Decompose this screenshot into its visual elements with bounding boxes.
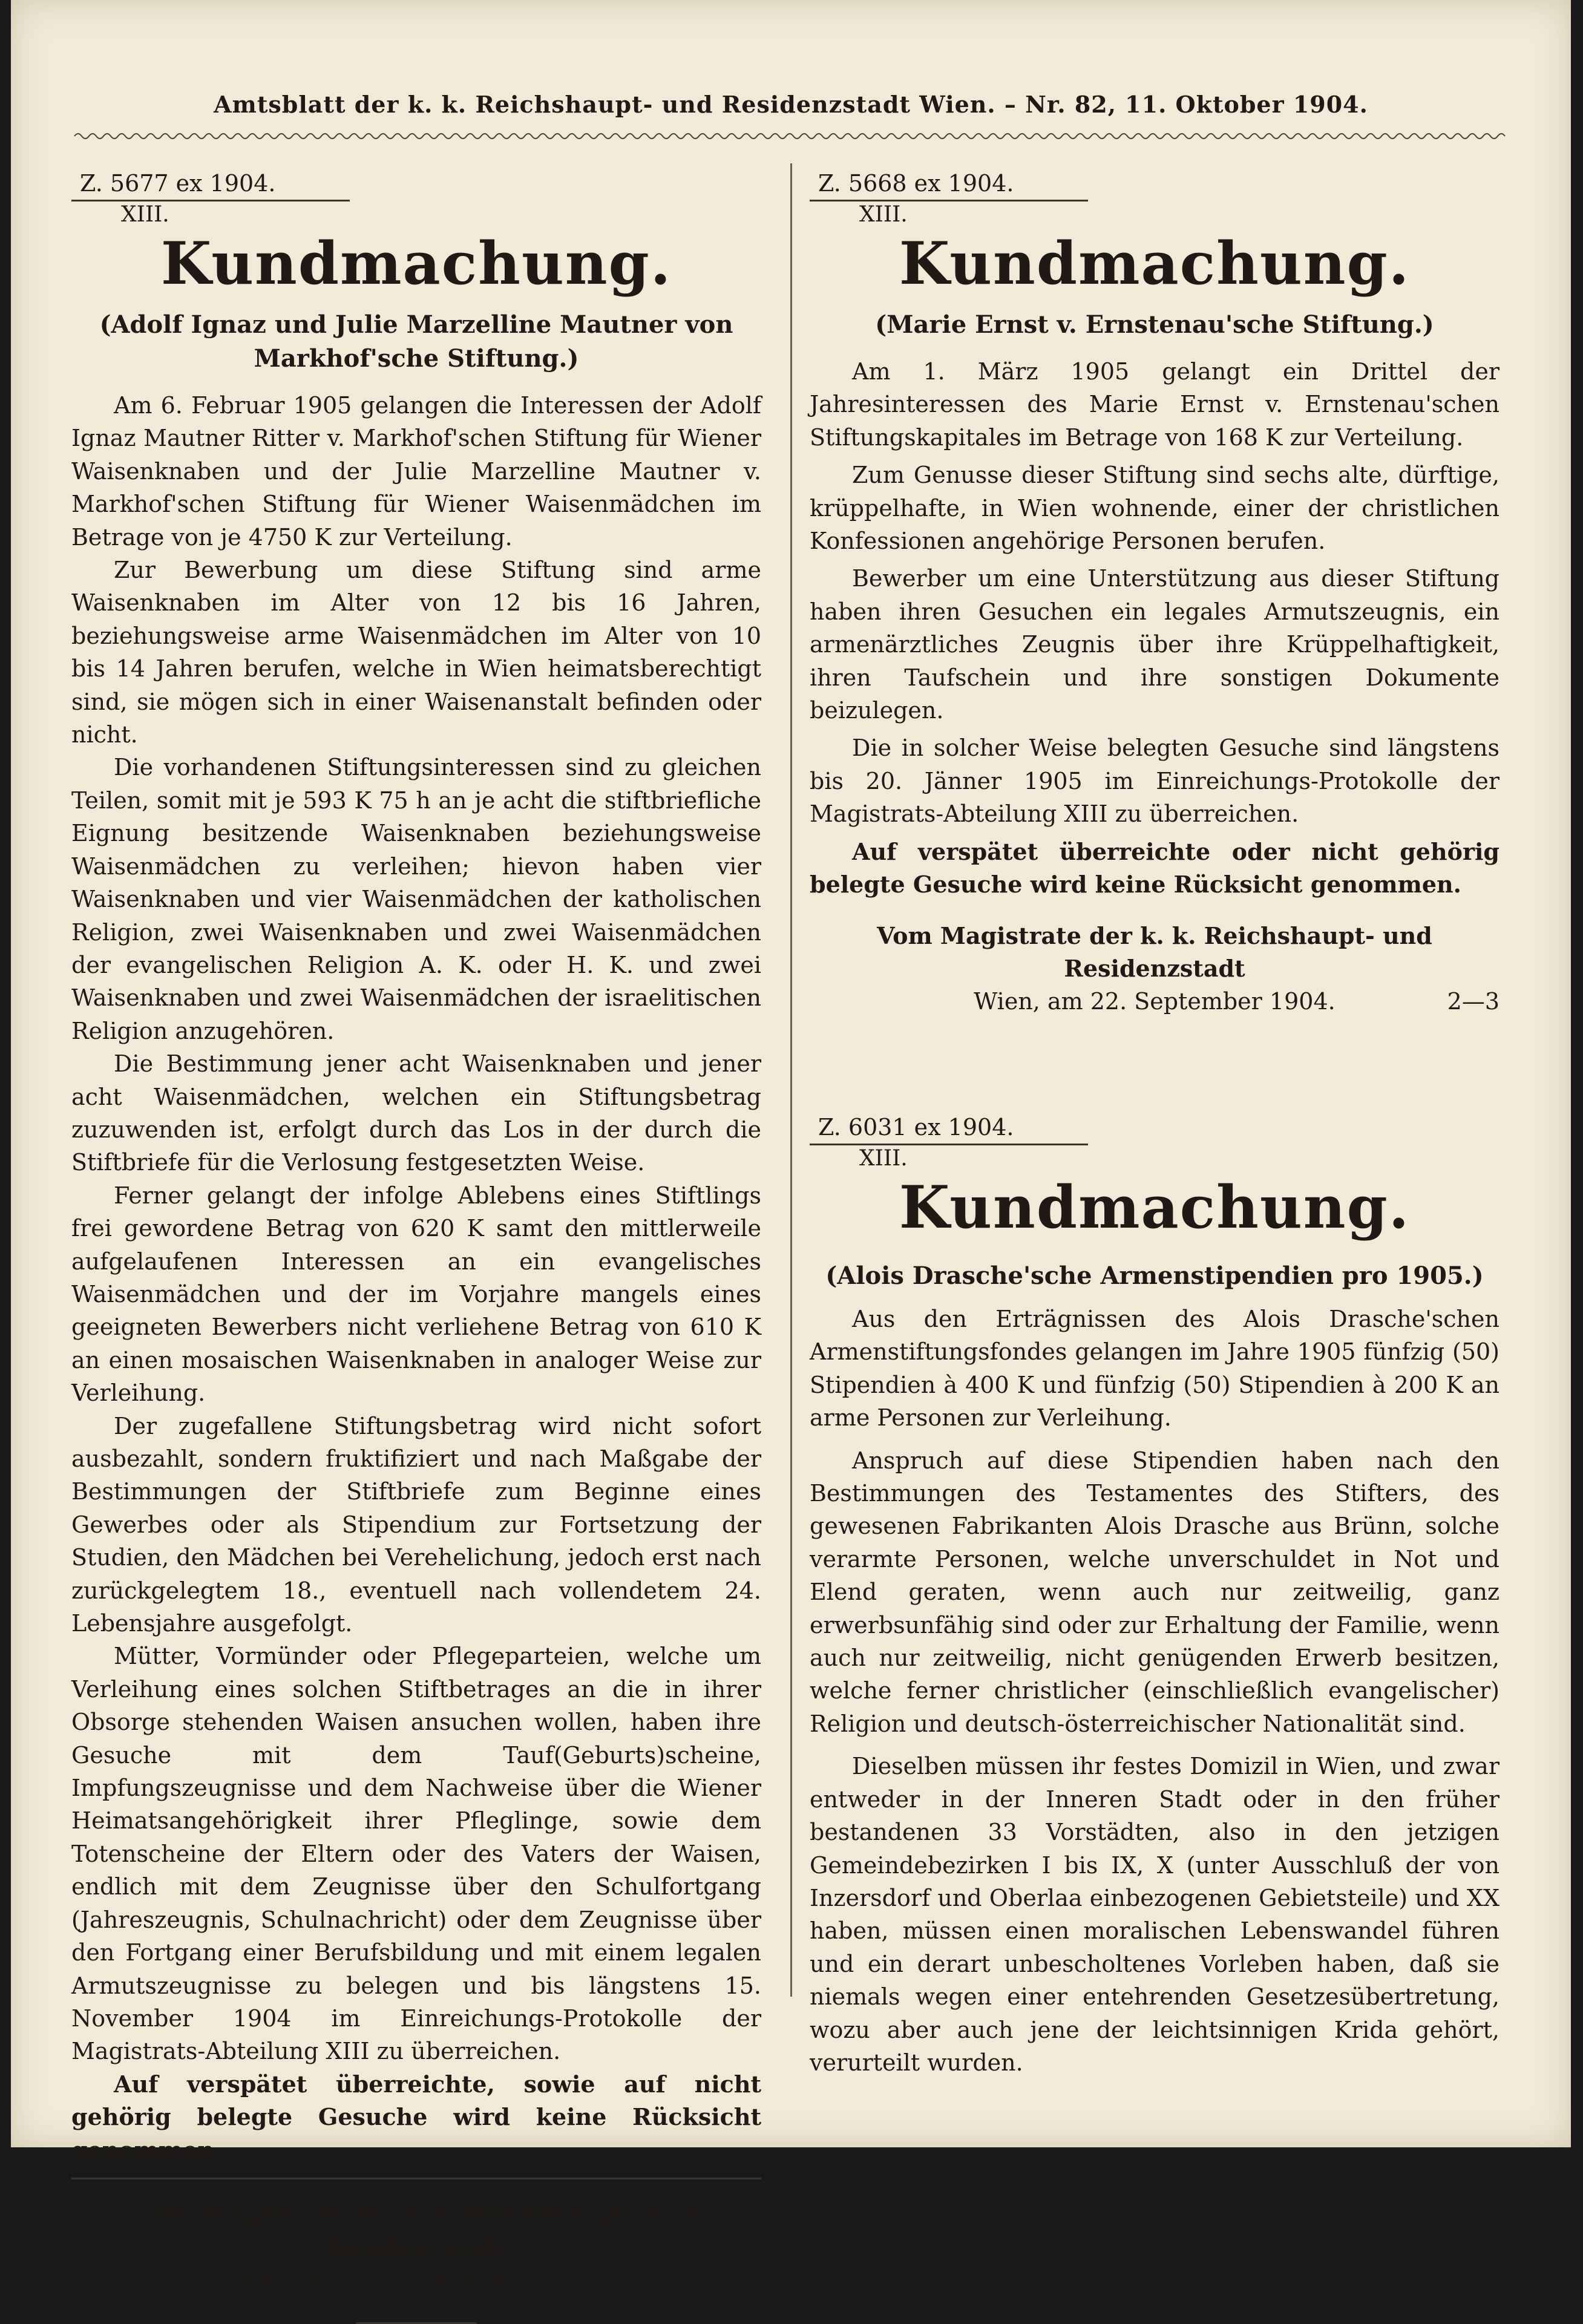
paragraph: Ferner gelangt der infolge Ablebens eines Stiftlings frei gewordene Betrag von 620 K samt den mittlerweile aufgelaufenen Interessen an ein evangelisches Waisenmädchen und der im Vorjahre mangels eines geeigneten Bewerbers nicht verliehene Betrag von 610 K an einen mosaischen Waisenknaben in analoger Weise zur Verleihung. <box>71 1182 761 1407</box>
notice-subtitle: (Alois Drasche'sche Armenstipendien pro 1905.) <box>825 1262 1484 1290</box>
notice-body <box>810 1303 1499 2079</box>
place-date-text: Wien, am 20. September 1904. <box>235 2265 597 2293</box>
notice-reference: Z. 6031 ex 1904. <box>818 1114 1014 1141</box>
paragraph: Die in solcher Weise belegten Gesuche sind längstens bis 20. Jänner 1905 im Einreichungs-Protokolle der Magistrats-Abteilung XIII zu überreichen. <box>810 735 1499 828</box>
paragraph: Am 1. März 1905 gelangt ein Drittel der Jahresinteressen des Marie Ernst v. Ernstenau'schen Stiftungskapitales im Betrage von 168 K zur Verteilung. <box>810 358 1499 451</box>
notice-body <box>71 389 761 2167</box>
paragraph: Die vorhandenen Stiftungsinteressen sind zu gleichen Teilen, somit mit je 593 K 75 h an je acht die stiftbriefliche Eignung besitzende Waisenknaben beziehungsweise Waisenmädchen zu verleihen; hievon haben vier Waisenknaben und vier Waisenmädchen der katholischen Religion, zwei Waisenknaben und zwei Waisenmädchen der evangelischen Religion A. K. oder H. K. und zwei Waisenknaben und zwei Waisenmädchen der israelitischen Religion anzugehören. <box>71 754 761 1044</box>
paragraph: Anspruch auf diese Stipendien haben nach den Bestimmungen des Testamentes des Stifters, des gewesenen Fabrikanten Alois Drasche aus Brünn, solche verarmte Personen, welche unverschuldet in Not und Elend geraten, wenn auch nur zeitweilig, ganz erwerbsunfähig sind oder zur Erhaltung der Familie, wenn auch nur zeitweilig, nicht genügenden Erwerb besitzen, welche ferner christlicher (einschließlich evangelischer) Religion und deutsch-österreichischer Nationalität sind. <box>810 1447 1499 1737</box>
paragraph: Der zugefallene Stiftungsbetrag wird nicht sofort ausbezahlt, sondern fruktifiziert und nach Maßgabe der Bestimmungen der Stiftbriefe zum Beginne eines Gewerbes oder als Stipendium zur Fortsetzung der Studien, den Mädchen bei Verehelichung, jedoch erst nach zurückgelegtem 18., eventuell nach vollendetem 24. Lebensjahre ausgefolgt. <box>71 1412 761 1637</box>
signoff-place-date <box>810 985 1499 1018</box>
signoff-authority: Vom Magistrate der k. k. Reichshaupt- und Residenzstadt <box>877 921 1432 982</box>
paragraph-warning: Auf verspätet überreichte, sowie auf nicht gehörig belegte Gesuche wird keine Rücksicht genommen. <box>71 2070 761 2164</box>
paragraph: Aus den Erträgnissen des Alois Drasche'schen Armenstiftungsfondes gelangen im Jahre 1905 fünfzig (50) Stipendien à 400 K und fünfzig (50) Stipendien à 200 K an arme Personen zur Verleihung. <box>810 1306 1499 1432</box>
notice-title: Kundmachung. <box>160 229 672 298</box>
notice-title: Kundmachung. <box>899 229 1411 298</box>
paragraph: Die Bestimmung jener acht Waisenknaben und jener acht Waisenmädchen, welchen ein Stiftungsbetrag zuzuwenden ist, erfolgt durch das Los in der durch die Stiftbriefe für die Verlosung festgesetzten Weise. <box>71 1050 761 1176</box>
notice-mautner-markhof <box>71 169 761 2324</box>
notice-subtitle: (Marie Ernst v. Ernstenau'sche Stiftung.) <box>875 310 1434 339</box>
notice-drasche <box>810 1113 1499 2079</box>
paragraph: Am 6. Februar 1905 gelangen die Interessen der Adolf Ignaz Mautner Ritter v. Markhof'schen Stiftung für Wiener Waisenknaben und der Julie Marzelline Mautner v. Markhof'schen Stiftung für Wiener Waisenmädchen im Betrage von je 4750 K zur Verteilung. <box>71 392 761 551</box>
notice-body <box>810 355 1499 902</box>
paragraph: Zum Genusse dieser Stiftung sind sechs alte, dürftige, krüppelhafte, in Wien wohnende, einer der christlichen Konfessionen angehörige Personen berufen. <box>810 462 1499 555</box>
document-page <box>11 0 1571 2293</box>
paragraph-warning: Auf verspätet überreichte oder nicht gehörig belegte Gesuche wird keine Rücksicht genommen. <box>810 837 1499 899</box>
paragraph: Mütter, Vormünder oder Pflegeparteien, welche um Verleihung eines solchen Stiftbetrages an die in ihrer Obsorge stehenden Waisen ansuchen wollen, haben ihre Gesuche mit dem Tauf(Geburts)scheine, Impfungszeugnisse und dem Nachweise über die Wiener Heimatsangehörigkeit ihrer Pfleglinge, sowie dem Totenscheine der Eltern oder des Vaters der Waisen, endlich mit dem Zeugnisse über den Schulfortgang (Jahreszeugnis, Schulnachricht) oder dem Zeugnisse über den Fortgang einer Berufsbildung und mit einem legalen Armutszeugnisse zu belegen und bis längstens 15. November 1904 im Einreichungs-Protokolle der Magistrats-Abteilung XIII zu überreichen. <box>71 1643 761 2065</box>
column-divider <box>790 163 792 1997</box>
section-number: XIII. <box>121 202 169 227</box>
page-header: Amtsblatt der k. k. Reichshaupt- und Residenzstadt Wien. – Nr. 82, 11. Oktober 1904. <box>214 91 1368 118</box>
notice-subtitle: (Adolf Ignaz und Julie Marzelline Mautner von Markhof'sche Stiftung.) <box>99 310 733 373</box>
section-number: XIII. <box>859 202 908 227</box>
header-wavy-rule <box>74 130 1507 142</box>
end-rule <box>356 2322 477 2324</box>
paragraph: Dieselben müssen ihr festes Domizil in Wien, und zwar entweder in der Inneren Stadt oder in den früher bestandenen 33 Vorstädten, also in den jetzigen Gemeindebezirken I bis IX, X (unter Ausschluß der von Inzersdorf und Oberlaa einbezogenen Gebietsteile) und XX haben, müssen einen moralischen Lebenswandel führen und ein derart unbescholtenes Vorleben haben, daß sie niemals wegen einer entehrenden Gesetzesübertretung, wozu aber auch jene der leichtsinnigen Krida gehört, verurteilt wurden. <box>810 1753 1499 2076</box>
notice-reference: Z. 5668 ex 1904. <box>818 170 1014 197</box>
section-number: XIII. <box>859 1146 908 1171</box>
paragraph: Bewerber um eine Unterstützung aus dieser Stiftung haben ihren Gesuchen ein legales Armutszeugnis, ein armenärztliches Zeugnis über ihre Krüppelhaftigkeit, ihren Taufschein und ihre sonstigen Dokumente beizulegen. <box>810 565 1499 724</box>
signoff-place-date <box>71 2263 761 2296</box>
insertion-count: 3—3 <box>709 2265 761 2293</box>
notice-ernst-ernstenau <box>810 169 1499 1018</box>
paragraph: Zur Bewerbung um diese Stiftung sind arme Waisenknaben im Alter von 12 bis 16 Jahren, beziehungsweise arme Waisenmädchen im Alter von 10 bis 14 Jahren berufen, welche in Wien heimatsberechtigt sind, sie mögen sich in einer Waisenanstalt befinden oder nicht. <box>71 557 761 748</box>
separator-line <box>71 2178 761 2179</box>
signoff-authority: Vom Magistrate der k. k. Reichshaupt- und Residenzstadt <box>139 2199 694 2260</box>
notice-title: Kundmachung. <box>899 1173 1411 1242</box>
insertion-count: 2—3 <box>1447 987 1499 1015</box>
notice-reference: Z. 5677 ex 1904. <box>80 170 276 197</box>
place-date-text: Wien, am 22. September 1904. <box>974 987 1336 1015</box>
